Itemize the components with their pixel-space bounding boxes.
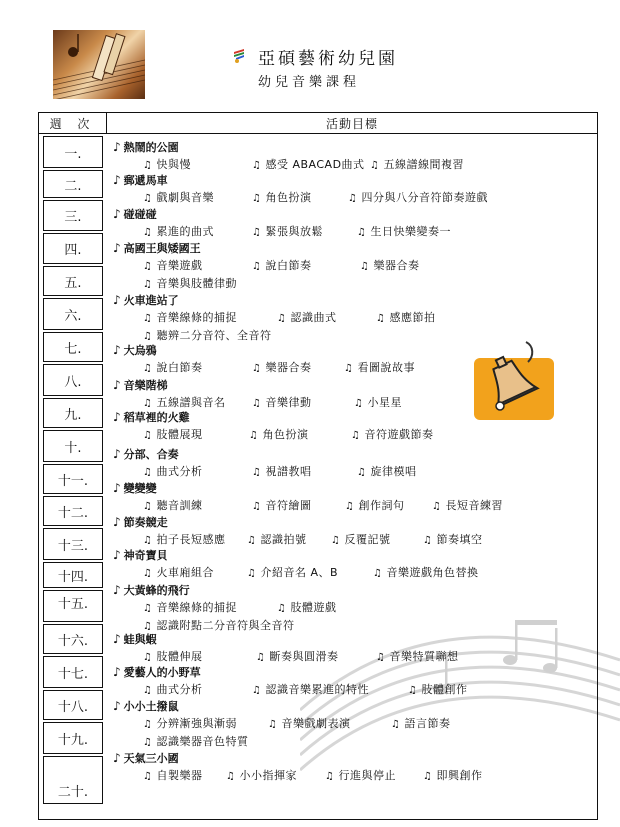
music-note-icon: ♫ (373, 568, 383, 579)
bell-icon (474, 340, 554, 420)
activity-item-text: 音樂戲劇表演 (281, 717, 351, 730)
music-note-icon: ♪ (113, 343, 121, 357)
topic-title (113, 698, 179, 714)
activity-item-text: 看圖說故事 (357, 361, 415, 374)
topic-title (113, 292, 179, 308)
column-header-activity: 活動目標 (107, 113, 597, 134)
activity-item (247, 564, 338, 580)
logo-image (53, 30, 145, 99)
music-note-icon: ♫ (143, 652, 153, 663)
topic-title-text: 蛙與蝦 (123, 633, 157, 646)
activity-item-text: 介紹音名 A、B (260, 566, 339, 579)
week-cell: 十一. (43, 464, 103, 494)
activity-item-text: 自製樂器 (156, 769, 203, 782)
activity-item (143, 648, 202, 664)
music-note-icon: ♫ (143, 430, 153, 441)
week-cell: 十四. (43, 562, 103, 588)
week-cell: 十七. (43, 656, 103, 688)
topic-title-text: 神奇寶貝 (123, 549, 168, 562)
activity-item (325, 767, 396, 783)
activity-item (252, 257, 311, 273)
week-cell: 五. (43, 266, 103, 296)
music-note-icon: ♪ (113, 699, 121, 713)
activity-item-text: 分辨漸強與漸弱 (156, 717, 237, 730)
activity-item (357, 223, 451, 239)
activity-item-text: 曲式分析 (156, 683, 203, 696)
week-cell: 七. (43, 332, 103, 362)
activity-item-text: 肢體展現 (156, 428, 203, 441)
activity-item (143, 359, 202, 375)
activity-item-text: 五線譜線間複習 (383, 158, 464, 171)
music-note-icon: ♫ (325, 771, 335, 782)
topic-title (113, 139, 179, 155)
activity-item-text: 聽音訓練 (156, 499, 203, 512)
activity-item-text: 聽辨二分音符、全音符 (156, 329, 272, 342)
music-note-icon: ♪ (113, 665, 121, 679)
topic-title-text: 火車進站了 (123, 294, 179, 307)
topic-title-text: 高國王與矮國王 (123, 242, 201, 255)
topic-title-text: 大烏鴉 (123, 344, 157, 357)
music-note-icon: ♫ (247, 535, 257, 546)
activity-item-text: 創作詞句 (358, 499, 405, 512)
music-note-icon: ♫ (143, 193, 153, 204)
topic-title (113, 631, 157, 647)
activity-item-text: 拍子長短感應 (156, 533, 226, 546)
activity-item-text: 累進的曲式 (156, 225, 214, 238)
activity-item-text: 五線譜與音名 (156, 396, 226, 409)
activity-item-text: 說白節奏 (156, 361, 203, 374)
music-note-icon: ♫ (143, 363, 153, 374)
music-note-icon: ♫ (252, 501, 262, 512)
activity-item-text: 音樂線條的捕捉 (156, 601, 237, 614)
activity-item (252, 497, 311, 513)
activity-item-text: 行進與停止 (338, 769, 396, 782)
topic-title-text: 音樂階梯 (123, 379, 168, 392)
activity-item-text: 即興創作 (436, 769, 483, 782)
activity-item-text: 火車廂組合 (156, 566, 214, 579)
topic-title (113, 446, 179, 462)
activity-item-text: 認識拍號 (260, 533, 307, 546)
music-note-icon: ♪ (113, 410, 121, 424)
activity-item-text: 視譜教唱 (265, 465, 312, 478)
music-note-icon: ♫ (252, 398, 262, 409)
music-note-icon: ♫ (331, 535, 341, 546)
activity-item-text: 快與慢 (156, 158, 191, 171)
topic-title (113, 750, 179, 766)
activity-item (252, 681, 369, 697)
music-note-icon: ♫ (252, 363, 262, 374)
activity-item (370, 156, 464, 172)
activity-item-text: 長短音練習 (445, 499, 503, 512)
activity-item (247, 531, 306, 547)
activity-item (391, 715, 450, 731)
music-note-icon: ♫ (143, 331, 153, 342)
activity-item-text: 戲劇與音樂 (156, 191, 214, 204)
activity-item (252, 359, 311, 375)
activity-item (143, 426, 202, 442)
activity-item-text: 音樂遊戲 (156, 259, 203, 272)
music-note-icon: ♫ (252, 685, 262, 696)
topic-title (113, 480, 157, 496)
music-note-icon: ♫ (344, 363, 354, 374)
activity-item-text: 感應節拍 (389, 311, 436, 324)
activity-item (277, 309, 336, 325)
activity-item (360, 257, 419, 273)
activity-item (256, 648, 338, 664)
activity-item (143, 617, 294, 633)
topic-title-text: 小小土撥鼠 (123, 700, 179, 713)
topic-title-text: 大黃蜂的飛行 (123, 584, 190, 597)
topic-title-text: 稻草裡的火雞 (123, 411, 190, 424)
music-note-icon: ♫ (143, 568, 153, 579)
topic-title (113, 514, 168, 530)
activity-item-text: 音樂特質聯想 (389, 650, 459, 663)
topic-title (113, 582, 190, 598)
music-note-icon: ♫ (277, 603, 287, 614)
music-note-icon: ♪ (113, 378, 121, 392)
music-note-icon: ♪ (113, 583, 121, 597)
week-cell: 八. (43, 364, 103, 396)
music-note-icon: ♫ (143, 160, 153, 171)
music-note-icon: ♫ (143, 535, 153, 546)
activity-item-text: 緊張與放鬆 (265, 225, 323, 238)
music-note-icon: ♪ (113, 751, 121, 765)
activity-item-text: 認識樂器音色特質 (156, 735, 249, 748)
activity-item (373, 564, 478, 580)
music-note-icon: ♫ (376, 652, 386, 663)
week-cell: 二十. (43, 756, 103, 804)
topic-title-text: 變變變 (123, 482, 157, 495)
topic-title (113, 342, 157, 358)
topic-title-text: 碰碰碰 (123, 208, 157, 221)
music-note-icon: ♫ (252, 227, 262, 238)
music-note-icon: ♫ (351, 430, 361, 441)
music-note-icon: ♪ (113, 140, 121, 154)
activity-item (408, 681, 467, 697)
activity-item-text: 樂器合奏 (373, 259, 420, 272)
activity-item (143, 497, 202, 513)
music-note-icon: ♫ (348, 193, 358, 204)
week-cell: 十九. (43, 722, 103, 754)
music-note-icon: ♫ (143, 261, 153, 272)
activity-item-text: 音符繪圖 (265, 499, 312, 512)
topic-title-text: 郵遞馬車 (123, 174, 168, 187)
activity-item-text: 生日快樂變奏一 (370, 225, 451, 238)
activity-item-text: 肢體遊戲 (290, 601, 337, 614)
week-cell: 十三. (43, 528, 103, 560)
music-note-icon: ♫ (247, 568, 257, 579)
activity-item (143, 309, 237, 325)
music-note-icon: ♫ (354, 398, 364, 409)
activity-item (331, 531, 390, 547)
activity-item (277, 599, 336, 615)
music-note-icon: ♫ (143, 313, 153, 324)
music-note-icon: ♫ (376, 313, 386, 324)
music-note-icon: ♫ (357, 467, 367, 478)
activity-item-text: 肢體伸展 (156, 650, 203, 663)
music-note-icon: ♪ (113, 241, 121, 255)
topic-title-text: 節奏競走 (123, 516, 168, 529)
music-note-icon: ♫ (256, 652, 266, 663)
activity-item (143, 223, 214, 239)
music-note-icon: ♫ (252, 193, 262, 204)
activity-item-text: 音樂律動 (265, 396, 312, 409)
activity-item-text: 反覆記號 (344, 533, 391, 546)
activity-item (344, 359, 415, 375)
activity-item (226, 767, 297, 783)
activity-item-text: 小星星 (367, 396, 402, 409)
music-note-icon: ♪ (113, 481, 121, 495)
activity-item (423, 767, 482, 783)
activity-item-text: 小小指揮家 (239, 769, 297, 782)
activity-item (143, 681, 202, 697)
music-note-icon: ♫ (226, 771, 236, 782)
activity-item-text: 角色扮演 (262, 428, 309, 441)
activity-item-text: 節奏填空 (436, 533, 483, 546)
activity-item-text: 認識音樂累進的特性 (265, 683, 369, 696)
music-note-icon: ♫ (249, 430, 259, 441)
activity-item (345, 497, 404, 513)
music-note-icon: ♫ (432, 501, 442, 512)
activity-item (143, 156, 191, 172)
activity-item (143, 564, 214, 580)
topic-title (113, 664, 201, 680)
school-header (232, 44, 398, 68)
week-cell: 十六. (43, 624, 103, 654)
activity-item (252, 463, 311, 479)
activity-item (143, 327, 271, 343)
topic-title (113, 409, 190, 425)
music-note-icon: ♫ (143, 501, 153, 512)
music-note-icon: ♫ (345, 501, 355, 512)
activity-item-text: 音樂線條的捕捉 (156, 311, 237, 324)
topic-title (113, 377, 168, 393)
activity-item (252, 189, 311, 205)
topic-title (113, 206, 157, 222)
music-note-icon: ♫ (143, 621, 153, 632)
week-cell: 十. (43, 430, 103, 462)
activity-item (143, 599, 237, 615)
music-note-icon: ♫ (143, 719, 153, 730)
activity-item-text: 感受 ABACAD曲式 (265, 158, 365, 171)
music-note-icon: ♪ (113, 447, 121, 461)
topic-title (113, 240, 201, 256)
activity-item (252, 394, 311, 410)
activity-item (143, 394, 225, 410)
week-cell: 六. (43, 298, 103, 330)
week-cell: 三. (43, 200, 103, 231)
music-note-icon: ♫ (143, 279, 153, 290)
music-note-icon: ♫ (408, 685, 418, 696)
activity-item (354, 394, 402, 410)
activity-item (376, 648, 458, 664)
music-note-icon: ♫ (143, 685, 153, 696)
activity-item (143, 767, 202, 783)
week-cell: 十二. (43, 496, 103, 526)
activity-item-text: 肢體創作 (421, 683, 468, 696)
topic-title-text: 愛藝人的小野草 (123, 666, 201, 679)
music-note-icon: ♪ (113, 515, 121, 529)
activity-item (249, 426, 308, 442)
music-note-icon: ♫ (143, 467, 153, 478)
music-note-icon: ♪ (113, 173, 121, 187)
activity-item-text: 樂器合奏 (265, 361, 312, 374)
topic-title-text: 分部、合奏 (123, 448, 179, 461)
activity-item (351, 426, 433, 442)
topic-title-text: 天氣三小國 (123, 752, 179, 765)
activity-item-text: 說白節奏 (265, 259, 312, 272)
activity-item-text: 音樂與肢體律動 (156, 277, 237, 290)
topic-title (113, 547, 168, 563)
music-note-icon: ♪ (113, 548, 121, 562)
page-subtitle: 幼兒音樂課程 (258, 75, 361, 90)
week-cell: 十五. (43, 590, 103, 622)
music-note-icon: ♪ (113, 293, 121, 307)
activity-item-text: 認識曲式 (290, 311, 337, 324)
music-note-icon: ♫ (423, 535, 433, 546)
activity-item (143, 531, 225, 547)
column-header-week: 週 次 (39, 113, 107, 134)
music-note-icon: ♫ (252, 261, 262, 272)
week-cell: 四. (43, 233, 103, 264)
activity-item-text: 角色扮演 (265, 191, 312, 204)
activity-item (423, 531, 482, 547)
week-cell: 九. (43, 398, 103, 428)
activity-item (143, 189, 214, 205)
music-note-icon: ♫ (357, 227, 367, 238)
music-note-icon: ♫ (143, 603, 153, 614)
activity-item (143, 275, 237, 291)
topic-title (113, 172, 168, 188)
activity-item (348, 189, 488, 205)
music-note-icon: ♫ (268, 719, 278, 730)
music-note-icon: ♫ (143, 737, 153, 748)
music-note-icon: ♫ (143, 771, 153, 782)
music-note-icon: ♫ (423, 771, 433, 782)
activity-item-text: 音符遊戲節奏 (364, 428, 434, 441)
music-note-icon: ♫ (252, 467, 262, 478)
activity-item (143, 715, 237, 731)
topic-title-text: 熱鬧的公園 (123, 141, 179, 154)
activity-item (143, 463, 202, 479)
activity-item (252, 223, 323, 239)
activity-item (376, 309, 435, 325)
activity-item-text: 斷奏與圓滑奏 (269, 650, 339, 663)
music-note-icon: ♪ (113, 207, 121, 221)
activity-item-text: 曲式分析 (156, 465, 203, 478)
music-note-icon: ♫ (277, 313, 287, 324)
activity-item (252, 156, 365, 172)
activity-item (143, 257, 202, 273)
music-note-icon: ♪ (113, 632, 121, 646)
activity-item (432, 497, 503, 513)
music-note-icon: ♫ (143, 398, 153, 409)
week-cell: 一. (43, 136, 103, 168)
music-note-icon: ♫ (370, 160, 380, 171)
week-cell: 二. (43, 170, 103, 198)
activity-item-text: 四分與八分音符節奏遊戲 (361, 191, 488, 204)
music-note-icon: ♫ (143, 227, 153, 238)
activity-item (268, 715, 350, 731)
music-note-icon: ♫ (252, 160, 262, 171)
music-note-icon: ♫ (360, 261, 370, 272)
activity-item (357, 463, 416, 479)
activity-item-text: 旋律模唱 (370, 465, 417, 478)
activity-item-text: 認識附點二分音符與全音符 (156, 619, 295, 632)
school-name: 亞碩藝術幼兒園 (258, 48, 398, 69)
music-note-icon: ♫ (391, 719, 401, 730)
activity-item-text: 音樂遊戲角色替換 (386, 566, 479, 579)
activity-item-text: 語言節奏 (404, 717, 451, 730)
activity-item (143, 733, 248, 749)
week-cell: 十八. (43, 690, 103, 720)
music-note-icon (232, 48, 248, 64)
